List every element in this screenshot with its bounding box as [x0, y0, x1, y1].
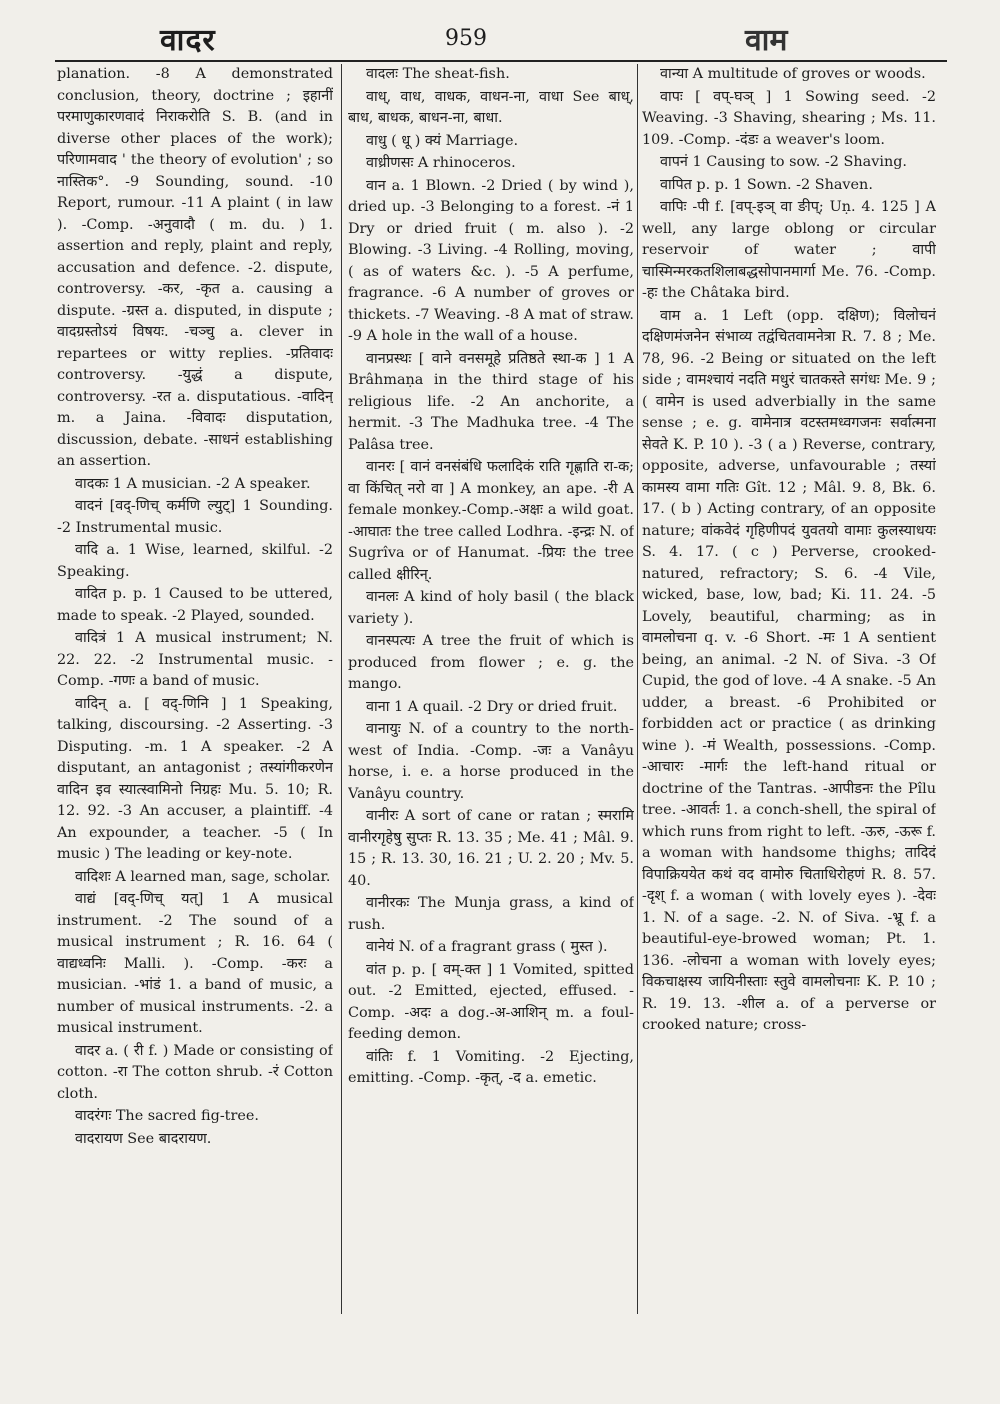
dictionary-entry: वानस्पत्यः A tree the fruit of which is produced from flower ; e. g. the mango.: [348, 633, 634, 692]
column-divider-2: [637, 64, 638, 1314]
dictionary-entry: वाना 1 A quail. -2 Dry or dried fruit.: [366, 698, 618, 715]
dictionary-entry: वानप्रस्थः [ वाने वनसमूहे प्रतिष्ठते स्था-क ] 1 A Brâhmaṇa in the third stage of his religious life. -2 An anchorite, a hermit. -3 The Madhuka tree. -4 The Palâsa tree.: [348, 350, 634, 453]
running-head-right: वाम: [745, 23, 788, 58]
column-divider-1: [341, 64, 342, 1314]
dictionary-entry: वानरः [ वानं वनसंबंधि फलादिकं राति गृह्णाति रा-क; वा किंचित् नरो वा ] A monkey, an ape. -री A female monkey.-Comp.-अक्षः a wild goat. -आघातः the tree called Lodhra. -इन्द्रः N. of Sugrîva or of Hanumat. -प्रियः the tree called क्षीरिन्.: [348, 459, 634, 583]
dictionary-entry: वांतिः f. 1 Vomiting. -2 Ejecting, emitting. -Comp. -कृत्, -द a. emetic.: [348, 1048, 634, 1086]
running-head-left: वादर: [160, 23, 216, 58]
dictionary-entry: वादित p. p. 1 Caused to be uttered, made to speak. -2 Played, sounded.: [57, 586, 333, 624]
header-rule: [55, 60, 947, 62]
dictionary-entry: वापित p. p. 1 Sown. -2 Shaven.: [660, 176, 873, 193]
dictionary-entry: वादिशः A learned man, sage, scholar.: [75, 868, 331, 885]
column-left: [57, 64, 333, 1314]
dictionary-entry: वादनं [वद्-णिच् कर्मणि ल्युट्] 1 Sounding. -2 Instrumental music.: [57, 498, 333, 536]
dictionary-entry: वाध्रीणसः A rhinoceros.: [366, 155, 516, 171]
dictionary-entry: वानलः A kind of holy basil ( the black variety ).: [348, 589, 634, 627]
dictionary-entry: वादरंगः The sacred fig-tree.: [75, 1108, 259, 1124]
column-right: [642, 64, 936, 1314]
dictionary-entry: वाद्यं [वद्-णिच् यत्] 1 A musical instrument. -2 The sound of a musical instrument ; R. 16. 64 ( वाद्यध्वनिः Malli. ). -Comp. -करः a musician. -भांडं 1. a band of music, a number of musical instruments. -2. a musical instrument.: [57, 891, 333, 1036]
dictionary-entry: वानीरकः The Munja grass, a kind of rush.: [348, 895, 634, 933]
column-middle: [348, 64, 634, 1314]
dictionary-entry: वांत p. p. [ वम्-क्त ] 1 Vomited, spitted out. -2 Emitted, ejected, effused. -Comp. -अदः a dog.-अ-आशिन् m. a foul-feeding demon.: [348, 961, 634, 1042]
dictionary-entry: वानेयं N. of a fragrant grass ( मुस्त ).: [366, 939, 608, 955]
dictionary-entry: वापः [ वप्-घञ् ] 1 Sowing seed. -2 Weaving. -3 Shaving, shearing ; Ms. 11. 109. -Comp. -दंडः a weaver's loom.: [642, 88, 936, 148]
dictionary-entry: वादकः 1 A musician. -2 A speaker.: [75, 475, 311, 492]
dictionary-entry: वादरायण See बादरायण.: [75, 1130, 212, 1147]
dictionary-entry: वापनं 1 Causing to sow. -2 Shaving.: [660, 154, 908, 170]
dictionary-entry: वाधु ( धू ) क्यं Marriage.: [366, 132, 519, 149]
dictionary-entry: वादित्रं 1 A musical instrument; N. 22. 22. -2 Instrumental music. -Comp. -गणः a band of music.: [57, 630, 333, 689]
dictionary-entry: वादि a. 1 Wise, learned, skilful. -2 Speaking.: [57, 542, 333, 580]
dictionary-entry: वाध्, वाध, वाधक, वाधन-ना, वाधा See बाध्, बाध, बाधक, बाधन-ना, बाधा.: [348, 88, 634, 126]
dictionary-entry: वापिः -पी f. [वप्-इञ् वा ङीप्; Uṇ. 4. 125 ] A well, any large oblong or circular reservoir of water ; वापी चास्मिन्मरकतशिलाबद्धसोपानमार्गा Me. 76. -Comp. -हः the Châtaka bird.: [642, 199, 936, 301]
dictionary-entry: वादर a. ( री f. ) Made or consisting of cotton. -रा The cotton shrub. -रं Cotton cloth.: [57, 1042, 333, 1102]
dictionary-entry: वान a. 1 Blown. -2 Dried ( by wind ), dried up. -3 Belonging to a forest. -नं 1 Dry or dried fruit ( m. also ). -2 Blowing. -3 Living. -4 Rolling, moving, ( as of waters &c. ). -5 A perfume, fragrance. -6 A number of groves or thickets. -7 Weaving. -8 A mat of straw. -9 A hole in the wall of a house.: [348, 177, 634, 344]
dictionary-entry: वानीरः A sort of cane or ratan ; स्मरामि वानीरगृहेषु सुप्तः R. 13. 35 ; Me. 41 ; Mâl. 9. 15 ; R. 13. 30, 16. 21 ; U. 2. 20 ; Mv. 5. 40.: [348, 808, 634, 889]
dictionary-entry: वानायुः N. of a country to the north-west of India. -Comp. -जः a Vanâyu horse, i. e. a horse produced in the Vanâyu country.: [348, 721, 634, 802]
dictionary-entry: planation. -8 A demonstrated conclusion, theory, doctrine ; इहानीं परमाणुकारणवादं निराकरोति S. B. (and in diverse other places of the work); परिणामवाद ' the theory of evolution' ; so नास्तिक°. -9 Sounding, sound. -10 Report, rumour. -11 A plaint ( in law ). -Comp. -अनुवादौ ( m. du. ) 1. assertion and reply, plaint and reply, accusation and defence. -2. dispute, controversy. -कर, -कृत a. causing a dispute. -ग्रस्त a. disputed, in dispute ; वादग्रस्तोऽयं विषयः. -चञ्चु a. clever in repartees or witty replies. -प्रतिवादः controversy. -युद्धं a dispute, controversy. -रत a. disputatious. -वादिन् m. a Jaina. -विवादः disputation, discussion, debate. -साधनं establishing an assertion.: [57, 66, 333, 469]
page-number: 959: [445, 26, 487, 51]
dictionary-entry: वाम a. 1 Left (opp. दक्षिण); विलोचनं दक्षिणमंजनेन संभाव्य तद्वंचितवामनेत्रा R. 7. 8 ; Me. 78, 96. -2 Being or situated on the left side ; वामश्चायं नदति मधुरं चातकस्ते सगंधः Me. 9 ; ( वामेन is used adverbially in the same sense ; e. g. वामेनात्र वटस्तमध्वगजनः सर्वात्मना सेवते K. P. 10 ). -3 ( a ) Reverse, contrary, opposite, adverse, unfavourable ; तस्यां कामस्य वामा गतिः Gît. 12 ; Mâl. 9. 8, Bk. 6. 17. ( b ) Acting contrary, of an opposite nature; वांकवेदं गृहिणीपदं युवतयो वामाः कुलस्याधयः S. 4. 17. ( c ) Perverse, crooked-natured, refractory; S. 6. -4 Vile, wicked, base, low, bad; Ki. 11. 24. -5 Lovely, beautiful, charming; as in वामलोचना q. v. -6 Short. -मः 1 A sentient being, an animal. -2 N. of Siva. -3 Of Cupid, the god of love. -4 A snake. -5 An udder, a breast. -6 Prohibited or forbidden act or practice ( as drinking wine ). -मं Wealth, possessions. -Comp. -आचारः -मार्गः the left-hand ritual or doctrine of the Tantras. -आपीडनः the Pîlu tree. -आवर्तः 1. a conch-shell, the spiral of which runs from right to left. -ऊरु, -ऊरू f. a woman with handsome thighs; तादिदं विपाक्रिययेत कथं वद वामोरु चिताधिरोहणं R. 8. 57. -दृश् f. a woman ( with lovely eyes ). -देवः 1. N. of a sage. -2. N. of Siva. -भ्रू f. a beautiful-eye-browed woman; Pt. 1. 136. -लोचना a woman with lovely eyes; विकचाक्षस्य जायिनीस्ताः स्तुवे वामलोचनाः K. P. 10 ; R. 19. 13. -शील a. of a perverse or crooked nature; cross-: [642, 307, 936, 1033]
dictionary-entry: वादिन् a. [ वद्-णिनि ] 1 Speaking, talking, discoursing. -2 Asserting. -3 Disputing. -m. 1 A speaker. -2 A disputant, an antagonist ; तस्यांगीकरणेन वादिन इव स्यात्स्वामिनो निग्रहः Mu. 5. 10; R. 12. 92. -3 An accuser, a plaintiff. -4 An expounder, a teacher. -5 ( In music ) The leading or key-note.: [57, 695, 333, 862]
dictionary-entry: वादलः The sheat-fish.: [366, 66, 510, 82]
dictionary-entry: वान्या A multitude of groves or woods.: [660, 66, 926, 82]
